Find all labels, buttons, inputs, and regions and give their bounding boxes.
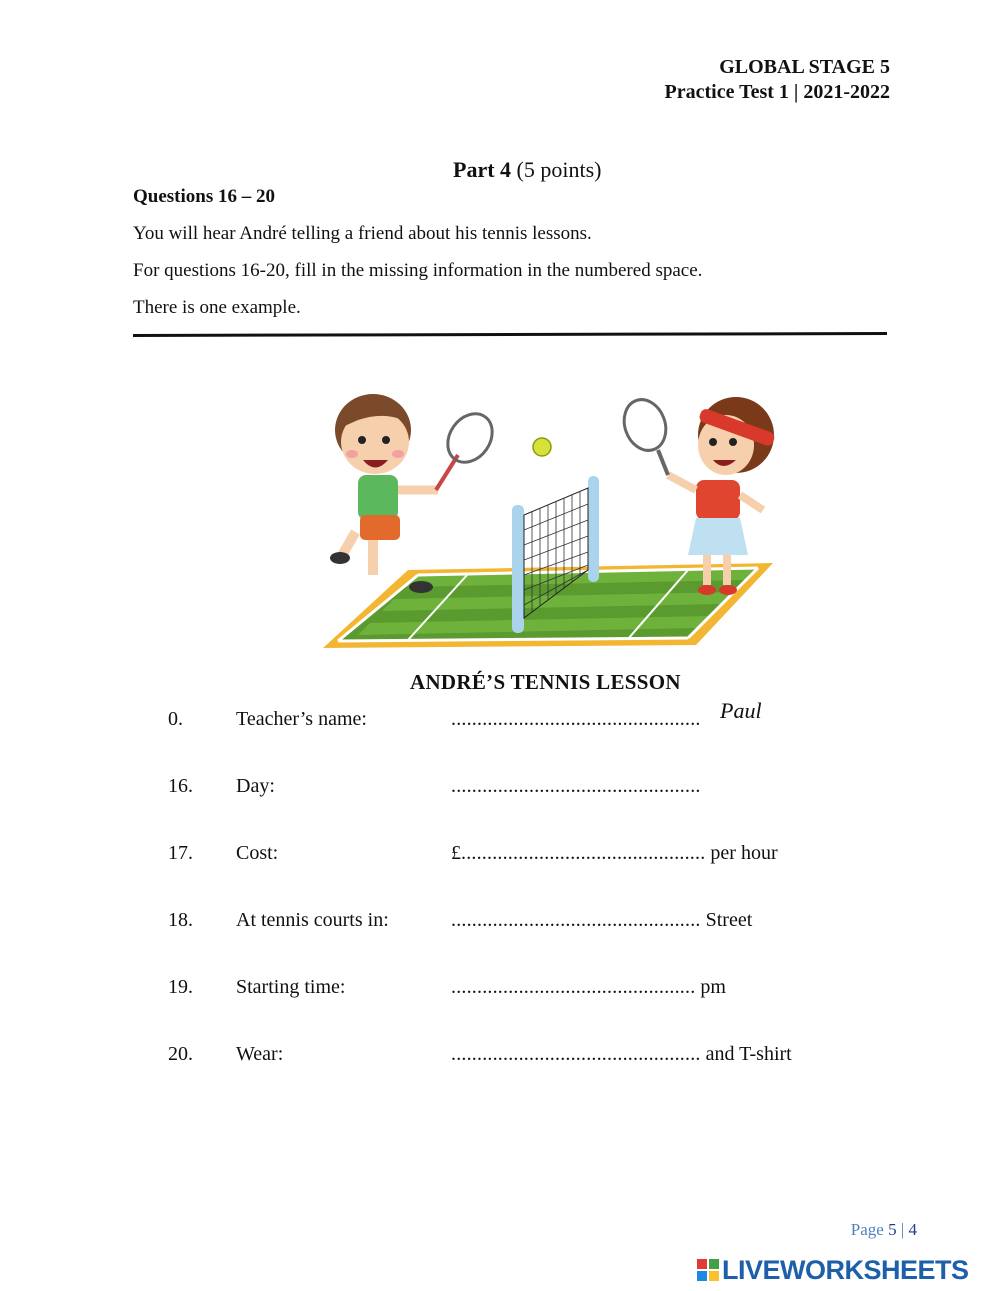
- answer-blank[interactable]: ................................................: [451, 1043, 701, 1065]
- question-number: 0.: [168, 708, 183, 730]
- answer-field-example: [451, 708, 701, 731]
- page-label: Page: [850, 1220, 889, 1239]
- answer-blank[interactable]: ...............................................: [461, 842, 706, 864]
- answer-blank: ................................................: [451, 708, 701, 730]
- field-suffix: Street: [700, 909, 753, 931]
- question-number: 17.: [168, 842, 193, 864]
- field-prefix: £: [451, 842, 461, 864]
- question-label: Starting time:: [236, 976, 346, 998]
- page-total: 4: [908, 1220, 917, 1239]
- question-number: 16.: [168, 775, 193, 797]
- divider: [133, 332, 887, 337]
- part-points: (5 points): [516, 157, 602, 182]
- question-number: 18.: [168, 909, 193, 931]
- answer-field-18[interactable]: [451, 909, 752, 932]
- instruction-1: You will hear André telling a friend about his tennis lessons.: [133, 223, 592, 244]
- tennis-kids-illustration: [318, 380, 788, 655]
- form-row-example: [0, 698, 1000, 738]
- field-suffix: and T-shirt: [700, 1043, 792, 1065]
- example-answer: Paul: [720, 698, 762, 723]
- part-title: [453, 157, 601, 183]
- answer-field-16[interactable]: [451, 775, 701, 798]
- form-row-20: [0, 1043, 1000, 1073]
- question-label: Wear:: [236, 1043, 284, 1065]
- question-label: At tennis courts in:: [236, 909, 389, 931]
- part-label: Part 4: [453, 157, 512, 182]
- form-row-17: [0, 842, 1000, 872]
- questions-range: Questions 16 – 20: [133, 186, 275, 207]
- form-title: ANDRÉ’S TENNIS LESSON: [410, 670, 681, 694]
- form-row-18: [0, 909, 1000, 939]
- question-number: 20.: [168, 1043, 193, 1065]
- stage-heading: GLOBAL STAGE 5: [719, 56, 890, 78]
- question-label: Teacher’s name:: [236, 708, 367, 730]
- answer-field-20[interactable]: [451, 1043, 792, 1066]
- liveworksheets-logo: [697, 1255, 969, 1285]
- page-separator: |: [896, 1220, 909, 1239]
- form-row-19: [0, 976, 1000, 1006]
- question-label: Day:: [236, 775, 275, 797]
- page-number: [851, 1220, 917, 1240]
- question-number: 19.: [168, 976, 193, 998]
- field-suffix: per hour: [705, 842, 778, 864]
- answer-blank[interactable]: ...............................................: [451, 976, 696, 998]
- answer-field-17[interactable]: [451, 842, 778, 865]
- answer-blank[interactable]: ................................................: [451, 909, 701, 931]
- instruction-2: For questions 16-20, fill in the missing information in the numbered space.: [133, 260, 703, 281]
- form-row-16: [0, 775, 1000, 805]
- answer-blank[interactable]: ................................................: [451, 775, 701, 797]
- page-current: 5: [888, 1220, 897, 1239]
- instruction-3: There is one example.: [133, 297, 301, 318]
- answer-field-19[interactable]: [451, 976, 726, 999]
- question-label: Cost:: [236, 842, 279, 864]
- brand-name: LIVEWORKSHEETS: [722, 1254, 969, 1285]
- logo-blocks-icon: [697, 1259, 719, 1281]
- test-heading: Practice Test 1 | 2021-2022: [664, 81, 890, 103]
- field-suffix: pm: [695, 976, 726, 998]
